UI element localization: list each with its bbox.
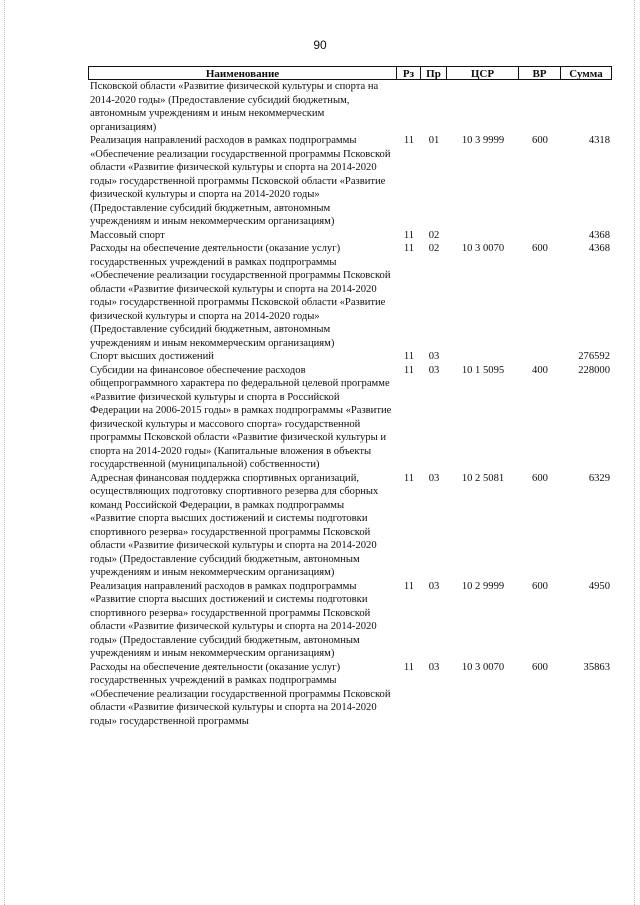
header-csr: ЦСР: [446, 66, 518, 80]
table-cell-csr: 10 2 9999: [461, 580, 505, 592]
table-cell-rz: 11: [403, 135, 415, 146]
scan-edge-left: [4, 0, 6, 905]
table-cell-rz: 11: [403, 229, 415, 241]
table-cell-name: Расходы на обеспечение деятельности (оказание услуг) государственных учреждений в рамках подпрограммы «Обеспечение реализации государственной программы Псковской области «Развитие физической культуры и спорта на 2014-2020 годы» государственной программы Псковской области «Развитие физической культуры и спорта на 2014-2020 годы» (Предоставление субсидий бюджетным, автономным учреждениям и иным некоммерческим организациям): [90, 243, 391, 349]
table-cell-rz: 11: [403, 661, 415, 673]
table-cell-pr: 03: [428, 580, 440, 592]
table-cell-vr: [518, 350, 560, 364]
table-cell-pr: 03: [428, 364, 440, 376]
table-cell-vr: 600: [532, 135, 548, 146]
table-cell-rz: 11: [403, 472, 415, 484]
page-number: 90: [313, 38, 327, 52]
header-vr: ВР: [518, 66, 560, 80]
table-cell-rz: 11: [403, 351, 415, 362]
table-cell-name: Псковской области «Развитие физической культуры и спорта на 2014-2020 годы» (Предоставление субсидий бюджетным, автономным учреждениям и иным некоммерческим организациям): [90, 81, 379, 133]
table-cell-sum: 276592: [578, 351, 610, 362]
table-cell-sum: 4950: [588, 580, 610, 592]
table-cell-csr: 10 3 0070: [461, 243, 505, 254]
table-cell-name: Субсидии на финансовое обеспечение расходов общепрограммного характера по федеральной целевой программе «Развитие физической культуры и спорта в Российской Федерации на 2006-2015 годы» в рамках подпрограммы «Развитие физической культуры и массового спорта» государственной программы Псковской области «Развитие физической культуры и спорта на 2014-2020 годы» (Капитальные вложения в объекты государственной (муниципальной) собственности): [90, 364, 392, 470]
table-cell-pr: [420, 80, 446, 134]
header-sum: Сумма: [560, 66, 612, 80]
table-cell-sum: 228000: [578, 364, 610, 376]
table-cell-pr: 03: [428, 351, 440, 362]
table-cell-vr: 600: [532, 472, 548, 484]
table-cell-sum: 4368: [588, 243, 610, 254]
header-pr: Пр: [420, 66, 446, 80]
table-cell-csr: 10 1 5095: [461, 364, 505, 376]
table-cell-csr: 10 2 5081: [461, 472, 505, 484]
table-cell-pr: 02: [428, 243, 440, 254]
table-cell-rz: 11: [403, 580, 415, 592]
table-cell-csr: 10 3 0070: [461, 661, 505, 673]
table-cell-vr: 600: [532, 580, 548, 592]
table-cell-vr: [518, 229, 560, 243]
header-name: Наименование: [88, 66, 396, 80]
scan-edge-right: [634, 0, 636, 905]
table-cell-vr: 400: [532, 364, 548, 376]
table-cell-name: Реализация направлений расходов в рамках подпрограммы «Развитие спорта высших достижений и системы подготовки спортивного резерва» государственной программы Псковской области «Развитие физической культуры и спорта на 2014-2020 годы» (Предоставление субсидий бюджетным, автономным учреждениям и иным некоммерческим организациям): [90, 580, 377, 659]
table-cell-vr: [518, 80, 560, 134]
table-cell-sum: 4368: [588, 229, 610, 241]
table-cell-csr: [446, 80, 518, 134]
budget-table: [88, 66, 612, 728]
table-cell-name: Адресная финансовая поддержка спортивных организаций, осуществляющих подготовку спортивного резерва для сборных команд Российской Федерации, в рамках подпрограммы «Развитие спорта высших достижений и системы подготовки спортивного резерва» государственной программы Псковской области «Развитие физической культуры и спорта на 2014-2020 годы» (Предоставление субсидий бюджетным, автономным учреждениям и иным некоммерческим организациям): [90, 472, 379, 578]
table-cell-pr: 01: [428, 135, 440, 146]
table-cell-rz: 11: [403, 364, 415, 376]
table-cell-name: Спорт высших достижений: [90, 351, 214, 362]
table-cell-sum: 6329: [588, 472, 610, 484]
table-cell-sum: 4318: [588, 135, 610, 146]
table-cell-sum: 35863: [583, 661, 610, 673]
table-cell-pr: 03: [428, 472, 440, 484]
table-cell-rz: [396, 80, 420, 134]
table-cell-csr: 10 3 9999: [461, 135, 505, 146]
table-cell-vr: 600: [532, 243, 548, 254]
table-cell-vr: 600: [532, 661, 548, 673]
table-cell-csr: [446, 229, 518, 243]
header-rz: Рз: [396, 66, 420, 80]
table-cell-pr: 03: [428, 661, 440, 673]
table-cell-sum: [560, 80, 612, 134]
table-cell-name: Реализация направлений расходов в рамках подпрограммы «Обеспечение реализации государственной программы Псковской области «Развитие физической культуры и спорта на 2014-2020 годы» государственной программы Псковской области «Развитие физической культуры и спорта на 2014-2020 годы» (Предоставление субсидий бюджетным, автономным учреждениям и иным некоммерческим организациям): [90, 135, 391, 227]
table-cell-name: Массовый спорт: [90, 229, 165, 241]
table-cell-name: Расходы на обеспечение деятельности (оказание услуг) государственных учреждений в рамках подпрограммы «Обеспечение реализации государственной программы Псковской области «Развитие физической культуры и спорта на 2014-2020 годы» государственной программы: [90, 661, 391, 727]
table-cell-pr: 02: [428, 229, 440, 241]
table-cell-rz: 11: [403, 243, 415, 254]
table-cell-csr: [446, 350, 518, 364]
